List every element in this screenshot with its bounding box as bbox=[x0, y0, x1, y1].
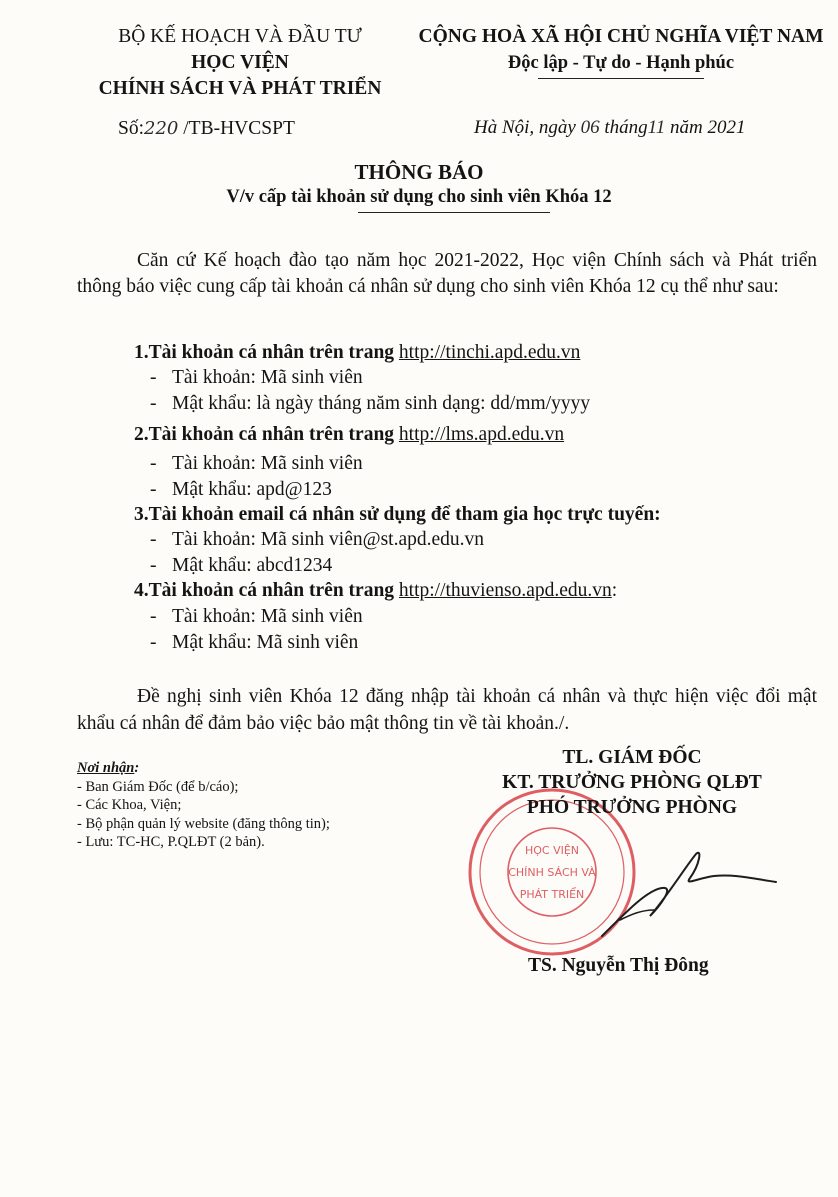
list-item: - Mật khẩu: là ngày tháng năm sinh dạng: dd/mm/yyyy bbox=[150, 393, 591, 414]
section-link[interactable]: http://tinchi.apd.edu.vn bbox=[398, 342, 581, 363]
document-number bbox=[118, 118, 295, 140]
signer-name: TS. Nguyễn Thị Đông bbox=[528, 955, 709, 976]
section-link[interactable]: http://thuvienso.apd.edu.vn bbox=[398, 580, 612, 601]
section-link[interactable]: http://lms.apd.edu.vn bbox=[398, 424, 565, 445]
recipient-item: - Ban Giám Đốc (để b/cáo); bbox=[77, 778, 239, 795]
section-4-heading bbox=[134, 580, 617, 602]
stamp-line: CHÍNH SÁCH VÀ bbox=[508, 866, 596, 879]
section-heading-tail: : bbox=[611, 580, 618, 601]
recipient-item: - Các Khoa, Viện; bbox=[77, 797, 182, 813]
date-month: 11 bbox=[647, 117, 666, 138]
sign-line-1: TL. GIÁM ĐỐC bbox=[562, 747, 702, 768]
subtitle-underline bbox=[358, 212, 550, 213]
list-item: - Mật khẩu: abcd1234 bbox=[150, 555, 333, 576]
closing-text: Đề nghị sinh viên Khóa 12 đăng nhập tài khoản cá nhân và thực hiện việc đổi mật khẩu cá nhân để đảm bảo việc bảo mật thông tin về tài khoản./. bbox=[77, 686, 817, 734]
recipients-block bbox=[77, 759, 330, 852]
list-item: - Mật khẩu: apd@123 bbox=[150, 479, 332, 500]
list-item-text: Mật khẩu: là ngày tháng năm sinh dạng: dd/mm/yyyy bbox=[172, 393, 591, 414]
section-1-heading bbox=[134, 342, 580, 364]
closing-paragraph bbox=[77, 683, 817, 737]
signature-block bbox=[462, 745, 802, 820]
date-month-label: tháng bbox=[599, 117, 648, 138]
section-heading: 3.Tài khoản email cá nhân sử dụng để tham gia học trực tuyến: bbox=[134, 504, 661, 525]
national-header bbox=[404, 24, 838, 79]
motto-underline bbox=[538, 78, 704, 79]
issue-date bbox=[474, 117, 745, 139]
stamp-line: PHÁT TRIỂN bbox=[519, 888, 585, 901]
list-item-text: Mật khẩu: apd@123 bbox=[172, 479, 332, 500]
date-year: năm 2021 bbox=[665, 117, 746, 138]
list-item-text: Tài khoản: Mã sinh viên bbox=[172, 453, 363, 474]
date-day: 06 bbox=[580, 117, 600, 138]
recipient-item: - Lưu: TC-HC, P.QLĐT (2 bản). bbox=[77, 834, 265, 850]
doc-number-handwritten: 220 bbox=[144, 118, 179, 139]
section-3-heading bbox=[134, 504, 661, 526]
stamp-line: HỌC VIỆN bbox=[524, 844, 580, 857]
section-heading: 4.Tài khoản cá nhân trên trang bbox=[134, 580, 399, 601]
section-2-heading bbox=[134, 424, 564, 446]
ministry-name: BỘ KẾ HOẠCH VÀ ĐẦU TƯ bbox=[118, 26, 362, 47]
sign-line-3: PHÓ TRƯỞNG PHÒNG bbox=[526, 797, 738, 818]
document-subtitle: V/v cấp tài khoản sử dụng cho sinh viên Khóa 12 bbox=[226, 187, 612, 207]
list-item-text: Tài khoản: Mã sinh viên bbox=[172, 606, 363, 627]
date-place: Hà Nội, ngày bbox=[474, 117, 581, 138]
doc-number-prefix: Số: bbox=[118, 118, 145, 139]
list-item-text: Mật khẩu: Mã sinh viên bbox=[172, 632, 359, 653]
recipients-colon: : bbox=[134, 760, 140, 776]
document-title: THÔNG BÁO bbox=[354, 160, 484, 184]
list-item: - Tài khoản: Mã sinh viên bbox=[150, 453, 363, 474]
list-item: - Tài khoản: Mã sinh viên bbox=[150, 367, 363, 388]
list-item: - Mật khẩu: Mã sinh viên bbox=[150, 632, 359, 653]
country-name: CỘNG HOÀ XÃ HỘI CHỦ NGHĨA VIỆT NAM bbox=[418, 26, 824, 47]
list-item: - Tài khoản: Mã sinh viên bbox=[150, 606, 363, 627]
academy-name-line2: CHÍNH SÁCH VÀ PHÁT TRIỂN bbox=[98, 78, 382, 99]
list-item-text: Mật khẩu: abcd1234 bbox=[172, 555, 333, 576]
national-motto: Độc lập - Tự do - Hạnh phúc bbox=[507, 53, 735, 73]
section-heading: 2.Tài khoản cá nhân trên trang bbox=[134, 424, 399, 445]
list-item-text: Tài khoản: Mã sinh viên@st.apd.edu.vn bbox=[172, 529, 485, 550]
list-item: - Tài khoản: Mã sinh viên@st.apd.edu.vn bbox=[150, 529, 485, 550]
recipients-title: Nơi nhận bbox=[77, 760, 135, 776]
academy-name-line1: HỌC VIỆN bbox=[191, 52, 289, 73]
list-item-text: Tài khoản: Mã sinh viên bbox=[172, 367, 363, 388]
recipient-item: - Bộ phận quản lý website (đăng thông tin); bbox=[77, 815, 330, 832]
intro-paragraph bbox=[77, 248, 817, 300]
handwritten-signature bbox=[600, 838, 780, 948]
section-heading: 1.Tài khoản cá nhân trên trang bbox=[134, 342, 399, 363]
sign-line-2: KT. TRƯỞNG PHÒNG QLĐT bbox=[502, 772, 762, 793]
doc-number-suffix: /TB-HVCSPT bbox=[178, 118, 295, 139]
intro-text: Căn cứ Kế hoạch đào tạo năm học 2021-2022, Học viện Chính sách và Phát triển thông báo việc cung cấp tài khoản cá nhân sử dụng cho sinh viên Khóa 12 cụ thể như sau: bbox=[77, 250, 817, 297]
issuing-agency bbox=[60, 24, 420, 102]
